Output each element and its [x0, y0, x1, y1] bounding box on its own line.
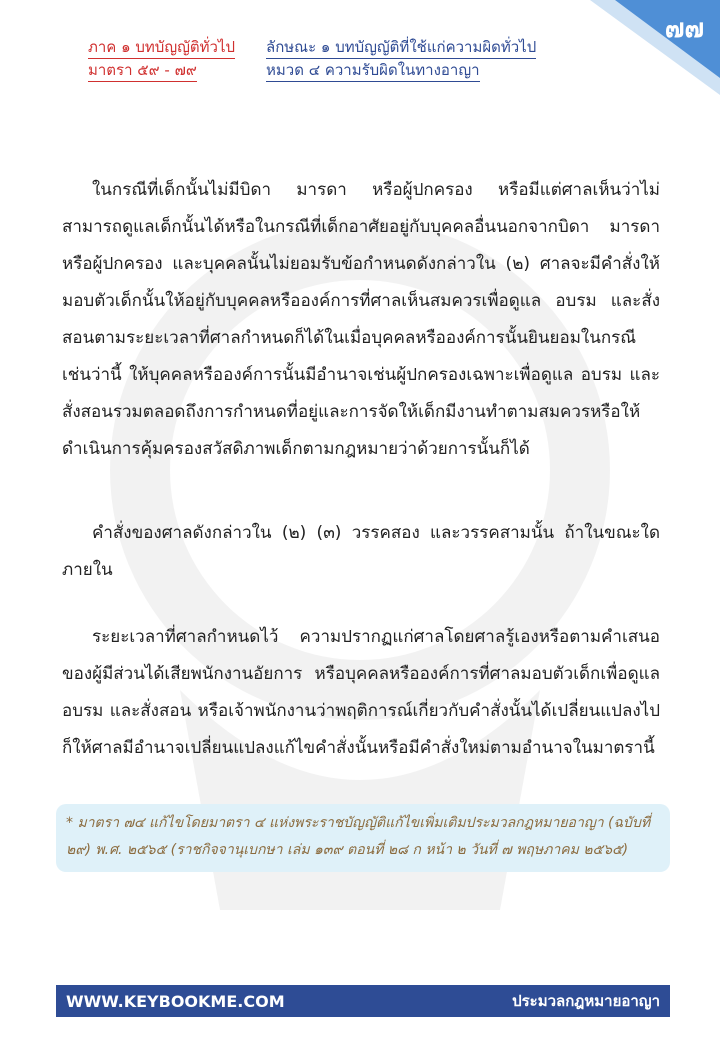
body-paragraph: คำสั่งของศาลดังกล่าวใน (๒) (๓) วรรคสอง และวรรคสามนั้น ถ้าในขณะใดภายใน — [62, 523, 660, 580]
header-title: ลักษณะ ๑ บทบัญญัติที่ใช้แก่ความผิดทั่วไป — [266, 36, 536, 59]
body-paragraph: ระยะเวลาที่ศาลกำหนดไว้ ความปรากฏแก่ศาลโดยศาลรู้เองหรือตามคำเสนอของผู้มีส่วนได้เสียพนักงานอัยการ หรือบุคคลหรือองค์การที่ศาลมอบตัวเด็กเพื่อดูแล อบรม และสั่งสอน หรือเจ้าพนักงานว่าพฤติการณ์เกี่ยวกับคำสั่งนั้นได้เปลี่ยนแปลงไป ก็ให้ศาลมีอำนาจเปลี่ยนแปลงแก้ไขคำสั่งนั้นหรือมีคำสั่งใหม่ตามอำนาจในมาตรานี้ — [62, 627, 660, 758]
page-header — [88, 36, 536, 82]
page-footer — [56, 985, 670, 1017]
page-number: ๗๗ — [664, 14, 704, 44]
body-paragraph: ในกรณีที่เด็กนั้นไม่มีบิดา มารดา หรือผู้ปกครอง หรือมีแต่ศาลเห็นว่าไม่สามารถดูแลเด็กนั้นได้หรือในกรณีที่เด็กอาศัยอยู่กับบุคคลอื่นนอกจากบิดา มารดา หรือผู้ปกครอง และบุคคลนั้นไม่ยอมรับข้อกำหนดดังกล่าวใน (๒) ศาลจะมีคำสั่งให้มอบตัวเด็กนั้นให้อยู่กับบุคคลหรือองค์การที่ศาลเห็นสมควรเพื่อดูแล อบรม และสั่งสอนตามระยะเวลาที่ศาลกำหนดก็ได้ในเมื่อบุคคลหรือองค์การนั้นยินยอมในกรณีเช่นว่านี้ ให้บุคคลหรือองค์การนั้นมีอำนาจเช่นผู้ปกครองเฉพาะเพื่อดูแล อบรม และสั่งสอนรวมตลอดถึงการกำหนดที่อยู่และการจัดให้เด็กมีงานทำตามสมควรหรือให้ดำเนินการคุ้มครองสวัสดิภาพเด็กตามกฎหมายว่าด้วยการนั้นก็ได้ — [62, 180, 660, 459]
header-part: ภาค ๑ บทบัญญัติทั่วไป — [88, 36, 235, 59]
header-sections: มาตรา ๕๙ - ๗๙ — [88, 59, 197, 82]
footer-book-title: ประมวลกฎหมายอาญา — [512, 992, 660, 1010]
body-text — [62, 172, 660, 767]
header-chapter: หมวด ๔ ความรับผิดในทางอาญา — [266, 59, 480, 82]
footnote-box: * มาตรา ๗๔ แก้ไขโดยมาตรา ๔ แห่งพระราชบัญญัติแก้ไขเพิ่มเติมประมวลกฎหมายอาญา (ฉบับที่ ๒๙) พ.ศ. ๒๕๖๕ (ราชกิจจานุเบกษา เล่ม ๑๓๙ ตอนที่ ๒๘ ก หน้า ๒ วันที่ ๗ พฤษภาคม ๒๕๖๕) — [56, 804, 670, 872]
footer-website[interactable]: WWW.KEYBOOKME.COM — [66, 991, 285, 1011]
